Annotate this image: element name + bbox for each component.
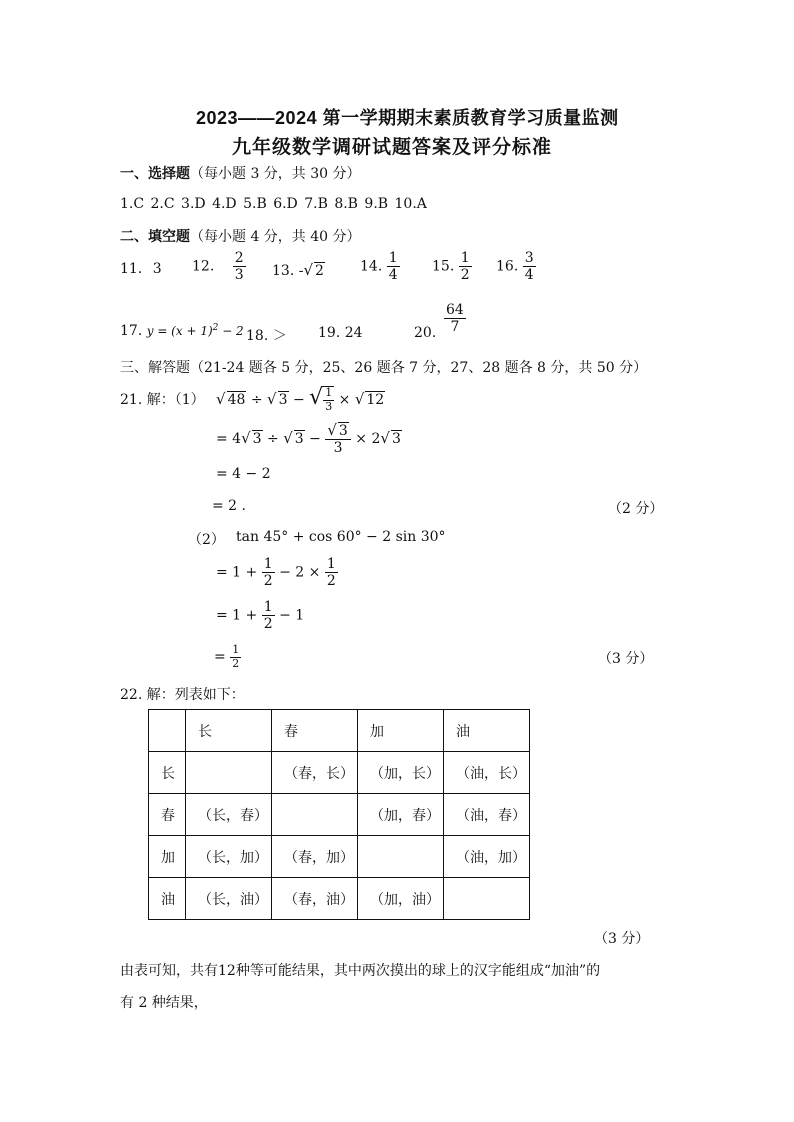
section-2-header: [120, 226, 361, 246]
answer-20-label: 20.: [414, 325, 437, 341]
q20-denominator: 7: [450, 319, 460, 336]
table-cell: [149, 710, 186, 752]
table-cell: （加，春）: [358, 794, 444, 836]
q16-label: 16.: [496, 258, 519, 275]
table-row-header: 加: [149, 836, 186, 878]
q11-value: 3: [152, 261, 162, 277]
table-header-cell: 加: [358, 710, 444, 752]
answer-13: [272, 261, 325, 279]
q21-p2-step-2: = 1 + $\frac{1}{2}$ − 1: [216, 599, 305, 633]
q13-radicand: 2: [315, 263, 324, 279]
q15-numerator: 1: [460, 250, 470, 266]
table-cell: [444, 878, 530, 920]
table-cell: （油，加）: [444, 836, 530, 878]
q21-expression-1: √ 48 ÷ √ 3 − √ $\frac{1}{3}$ × √ 12: [216, 385, 385, 413]
table-row: [149, 836, 530, 878]
section-1-heading: 一、选择题: [120, 166, 190, 182]
q11-label: 11.: [120, 261, 143, 277]
answer-17: [120, 323, 244, 339]
table-header-cell: 长: [186, 710, 272, 752]
answer-12: [192, 250, 246, 283]
table-header-cell: 春: [272, 710, 358, 752]
q16-denominator: 4: [524, 267, 534, 284]
section-3-heading: 三、解答题（21-24 题各 5 分，25、26 题各 7 分，27、28 题各 8 分，共 50 分）: [120, 360, 648, 376]
q21-label: 21. 解：（1）: [120, 392, 205, 408]
q14-label: 14.: [360, 258, 383, 275]
q21-step-3: = 4 − 2: [216, 466, 271, 482]
table-row-header: 长: [149, 752, 186, 794]
table-cell: （长，春）: [186, 794, 272, 836]
q15-denominator: 2: [460, 267, 470, 284]
q14-numerator: 1: [388, 250, 398, 266]
q16-fraction: [523, 250, 536, 283]
q17-base: y = (x + 1): [146, 324, 213, 338]
conclusion-line-2: 有 2 种结果，: [120, 995, 208, 1011]
table-cell: [358, 836, 444, 878]
q22-label: 22. 解：列表如下：: [120, 687, 245, 703]
q17-tail: − 2: [218, 324, 244, 338]
answer-18: 18. ＞: [246, 328, 287, 344]
q20-fraction: [444, 302, 466, 335]
q12-numerator: 2: [234, 250, 244, 266]
q12-fraction: [233, 250, 246, 283]
section-1-note: （每小题 3 分，共 30 分）: [190, 166, 361, 182]
q16-numerator: 3: [524, 250, 534, 266]
table-cell: （长，加）: [186, 836, 272, 878]
table-row-header: 油: [149, 878, 186, 920]
answer-20: [444, 302, 466, 335]
table-row: [149, 794, 530, 836]
table-cell: （加，长）: [358, 752, 444, 794]
table-row-header: 春: [149, 794, 186, 836]
section-2-note: （每小题 4 分，共 40 分）: [190, 229, 361, 245]
q15-label: 15.: [432, 258, 455, 275]
q21-part-2-expression: tan 45° + cos 60° − 2 sin 30°: [236, 529, 446, 545]
table-cell: [186, 752, 272, 794]
choice-answers: 1.C 2.C 3.D 4.D 5.B 6.D 7.B 8.B 9.B 10.A: [120, 196, 427, 212]
answer-14: [360, 250, 400, 283]
table-cell: [272, 794, 358, 836]
q14-denominator: 4: [388, 267, 398, 284]
table-cell: （春，油）: [272, 878, 358, 920]
table-row: [149, 878, 530, 920]
table-cell: （长，油）: [186, 878, 272, 920]
q17-expression: [147, 324, 244, 338]
conclusion-line-1: 由表可知，共有12种等可能结果，其中两次摸出的球上的汉字能组成“加油”的: [120, 963, 601, 979]
table-header-cell: 油: [444, 710, 530, 752]
table-cell: （春，加）: [272, 836, 358, 878]
title-line-1: 2023——2024 第一学期期末素质教育学习质量监测: [196, 108, 619, 128]
table-row: [149, 710, 530, 752]
answer-19: 19. 24: [318, 325, 363, 341]
q21-score-1: （2 分）: [608, 501, 664, 517]
table-cell: （春，长）: [272, 752, 358, 794]
q17-exponent: 2: [212, 323, 219, 333]
q21-p2-step-3: = $\frac{1}{2}$: [214, 643, 240, 670]
q17-label: 17.: [120, 323, 143, 339]
outcome-table: [148, 709, 530, 920]
section-1-header: [120, 163, 361, 183]
table-cell: （油，春）: [444, 794, 530, 836]
q12-denominator: 3: [234, 267, 244, 284]
sqrt-symbol: √: [303, 261, 314, 279]
q21-p2-step-1: = 1 + $\frac{1}{2}$ − 2 × $\frac{1}{2}$: [216, 556, 336, 590]
q14-fraction: [387, 250, 400, 283]
answer-16: [496, 250, 536, 283]
q22-score: （3 分）: [594, 931, 650, 947]
table-row: [149, 752, 530, 794]
q20-numerator: 64: [446, 302, 464, 318]
section-2-heading: 二、填空题: [120, 229, 190, 245]
answer-11: [120, 261, 162, 277]
answer-15: [432, 250, 472, 283]
q12-label: 12.: [192, 258, 215, 275]
q13-label: 13. -: [272, 263, 304, 279]
q15-fraction: [459, 250, 472, 283]
q21-score-2: （3 分）: [598, 651, 654, 667]
title-line-2: 九年级数学调研试题答案及评分标准: [232, 137, 553, 158]
q21-step-4: = 2 .: [212, 498, 246, 514]
q21-part-2-label: （2）: [188, 532, 225, 548]
q21-step-2: = 4√ 3 ÷ √ 3 − $\frac{√ 3}{3}$ × 2√ 3: [216, 421, 401, 457]
table-cell: （加，油）: [358, 878, 444, 920]
table-cell: （油，长）: [444, 752, 530, 794]
